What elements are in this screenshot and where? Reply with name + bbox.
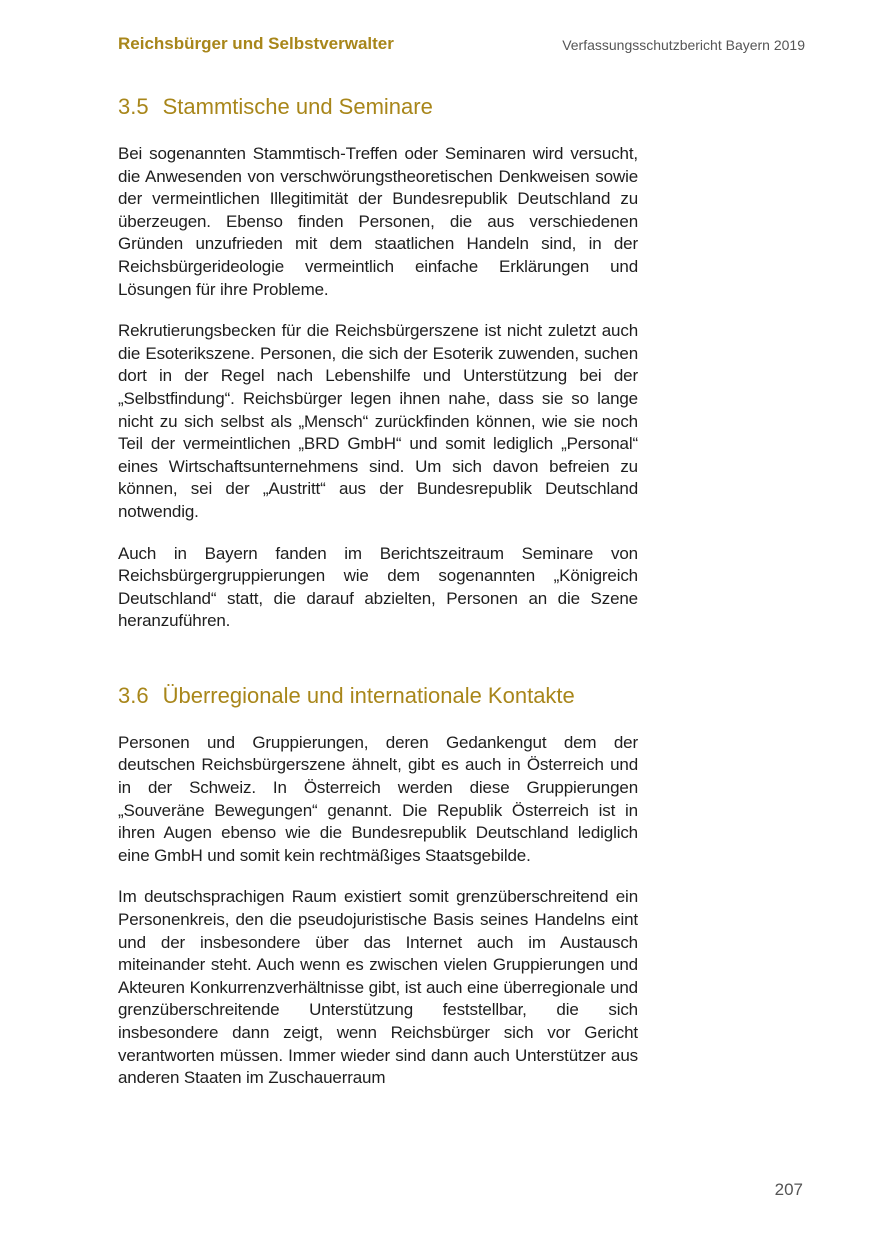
section-number: 3.5 [118,94,149,119]
paragraph: Rekrutierungsbecken für die Reichsbürgerszene ist nicht zuletzt auch die Esoterikszene. Personen, die sich der Esoterik zuwenden, suchen dort in der Regel nach Lebenshilfe und Unterstützung bei der „Selbstfindung“. Reichsbürger legen ihnen nahe, dass sie so lange nicht zu sich selbst als „Mensch“ zurückfinden können, wie sie noch Teil der vermeintlichen „BRD GmbH“ und somit lediglich „Personal“ eines Wirtschaftsunternehmens sind. Um sich davon befreien zu können, sei der „Austritt“ aus der Bundesrepublik Deutschland notwendig. [118,321,638,521]
paragraph: Personen und Gruppierungen, deren Gedankengut dem der deutschen Reichsbürgerszene ähnelt, gibt es auch in Österreich und in der Schweiz. In Österreich werden diese Gruppierungen „Souveräne Bewegungen“ genannt. Die Republik Österreich ist in ihren Augen ebenso wie die Bundesrepublik Deutschland lediglich eine GmbH und somit kein rechtmäßiges Staatsgebilde. [118,732,638,865]
page-header [118,32,805,60]
section-number: 3.6 [118,682,149,708]
section-heading [118,681,638,711]
section-title: Überregionale und internationale Kontakte [162,682,575,708]
paragraph: Im deutschsprachigen Raum existiert somit grenzüberschreitend ein Personenkreis, den die pseudojuristische Basis seines Handelns eint und der insbesondere über das Internet auch im Austausch miteinander steht. Auch wenn es zwischen vielen Gruppierungen und Akteuren Konkurrenzverhältnisse gibt, ist auch eine überregionale und grenzüberschreitende Unterstützung feststellbar, die sich insbesondere dann zeigt, wenn Reichsbürger sich vor Gericht verantworten müssen. Immer wieder sind dann auch Unterstützer aus anderen Staaten im Zuschauerraum [118,887,638,1088]
report-title: Verfassungsschutzbericht Bayern 2019 [562,37,805,53]
section-title: Stammtische und Seminare [162,94,433,119]
paragraph: Bei sogenannten Stammtisch-Treffen oder Seminaren wird versucht, die Anwesenden von verschwörungstheoretischen Denkweisen sowie der vermeintlichen Illegitimität der Bundesrepublik Deutschland zu überzeugen. Ebenso finden Personen, die aus verschiedenen Gründen unzufrieden mit dem staatlichen Handeln sind, in der Reichsbürgerideologie vermeintlich einfache Erklärungen und Lösungen für ihre Probleme. [118,144,638,299]
paragraph: Auch in Bayern fanden im Berichtszeitraum Seminare von Reichsbürgergruppierungen wie dem sogenannten „Königreich Deutschland“ statt, die darauf abzielten, Personen an die Szene heranzuführen. [118,543,638,631]
main-content [118,92,638,1109]
chapter-title: Reichsbürger und Selbstverwalter [118,34,394,53]
page-number: 207 [774,1180,803,1199]
section-heading [118,92,638,122]
